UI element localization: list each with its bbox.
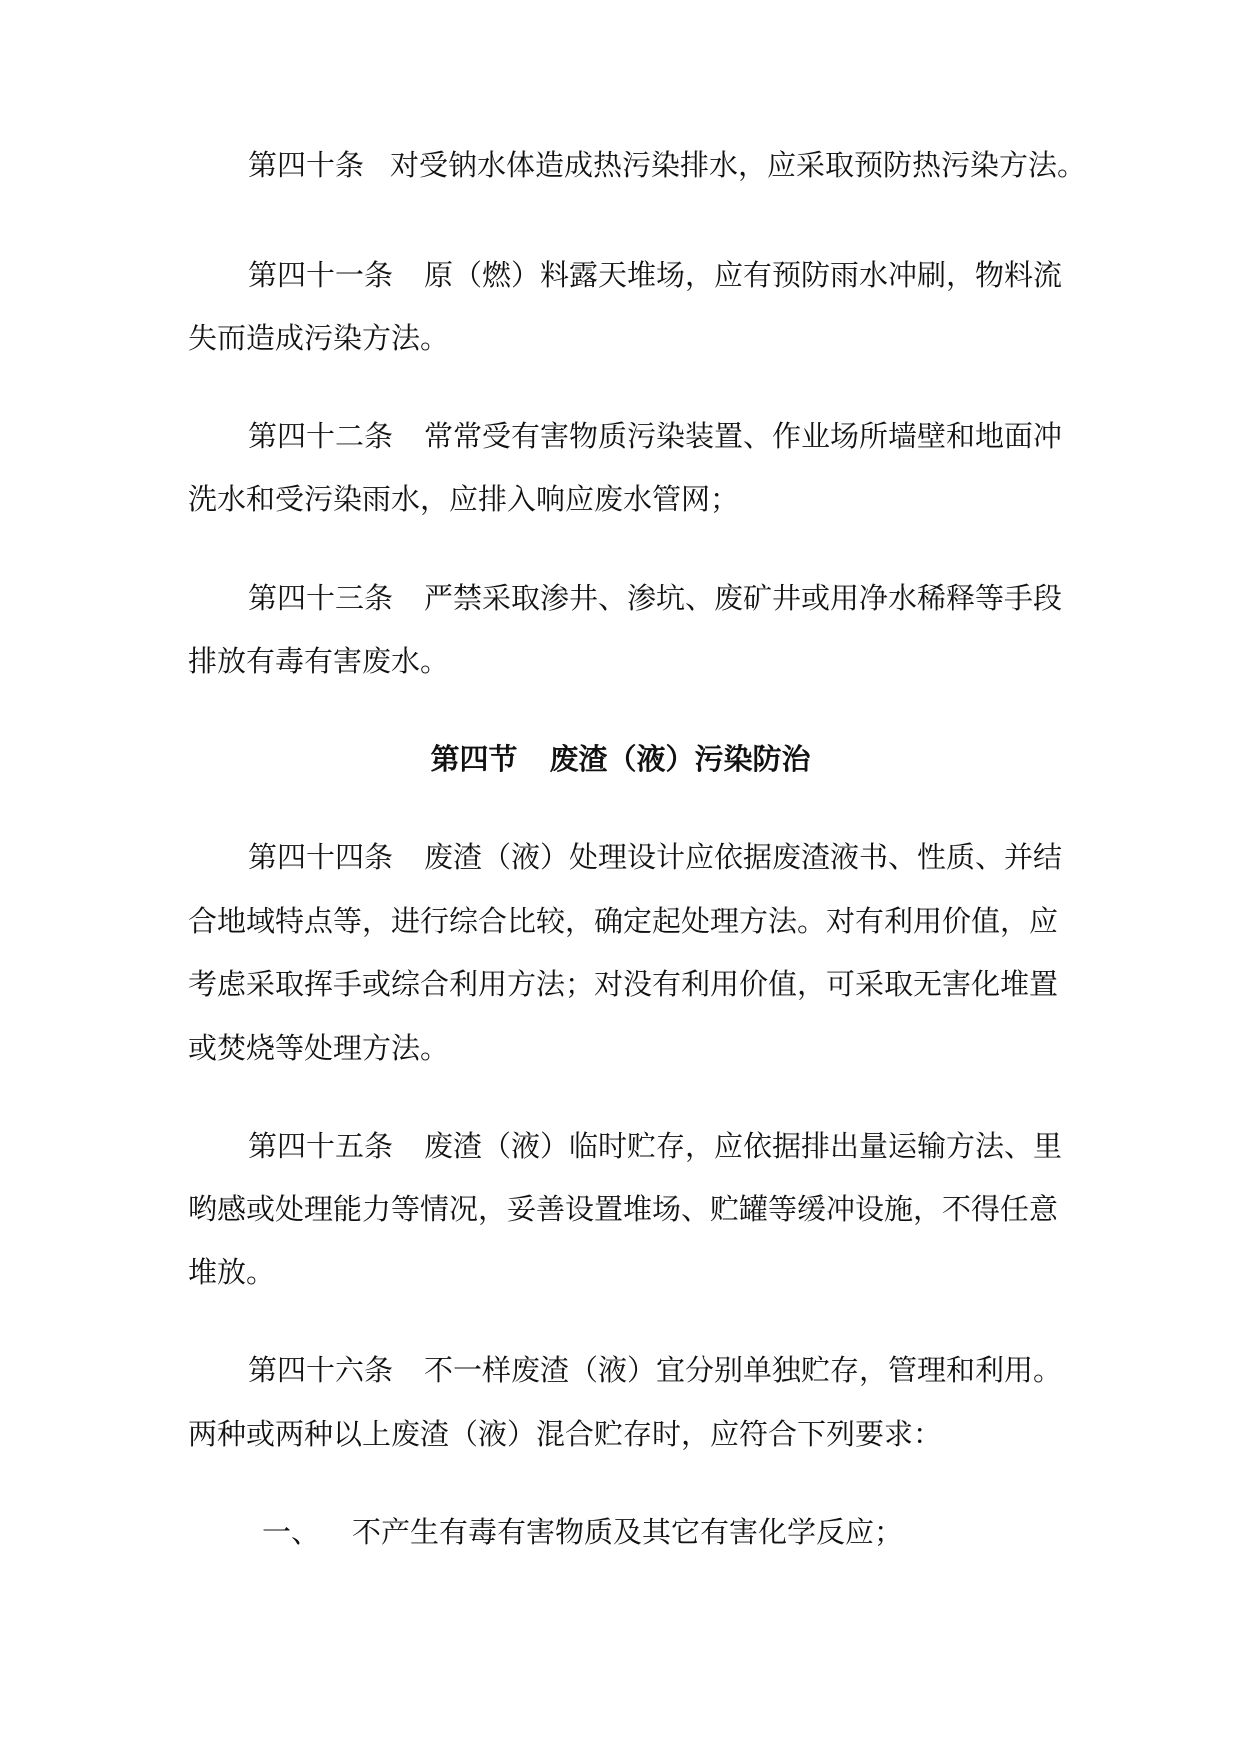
article-43-line-2 — [188, 641, 1241, 681]
list-item-number: 一、 — [262, 1515, 321, 1549]
article-40-line-1 — [248, 145, 1241, 185]
article-text: 废渣（液）临时贮存，应依据排出量运输方法、里 — [424, 1129, 1063, 1163]
article-number: 第四十三条 — [248, 581, 394, 615]
article-text: 考虑采取挥手或综合利用方法；对没有利用价值，可采取无害化堆置 — [188, 967, 1059, 1001]
article-text: 哟感或处理能力等情况，妥善设置堆场、贮罐等缓冲设施，不得任意 — [188, 1192, 1059, 1226]
article-text: 不一样废渣（液）宜分别单独贮存，管理和利用。 — [424, 1353, 1063, 1387]
article-43-line-1 — [248, 578, 1241, 618]
section-number: 第四节 — [430, 742, 518, 776]
article-text: 常常受有害物质污染装置、作业场所墙壁和地面冲 — [424, 419, 1063, 453]
article-41-line-1 — [248, 255, 1241, 295]
article-number: 第四十四条 — [248, 840, 394, 874]
list-item-text: 不产生有毒有害物质及其它有害化学反应； — [352, 1515, 904, 1549]
article-44-line-4 — [188, 1028, 1241, 1068]
article-text: 堆放。 — [188, 1255, 276, 1289]
article-text: 失而造成污染方法。 — [188, 321, 450, 355]
article-number: 第四十六条 — [248, 1353, 394, 1387]
article-number: 第四十条 — [248, 148, 365, 182]
article-42-line-2 — [188, 479, 1241, 519]
article-text: 洗水和受污染雨水，应排入响应废水管网； — [188, 482, 740, 516]
article-42-line-1 — [248, 416, 1241, 456]
article-text: 原（燃）料露天堆场，应有预防雨水冲刷，物料流 — [424, 258, 1063, 292]
article-number: 第四十二条 — [248, 419, 394, 453]
section-heading — [0, 739, 1241, 779]
article-46-line-1 — [248, 1350, 1241, 1390]
article-text: 对受钠水体造成热污染排水，应采取预防热污染方法。 — [390, 148, 1087, 182]
article-text: 严禁采取渗井、渗坑、废矿井或用净水稀释等手段 — [424, 581, 1063, 615]
article-text: 或焚烧等处理方法。 — [188, 1031, 450, 1065]
article-text: 两种或两种以上废渣（液）混合贮存时，应符合下列要求： — [188, 1417, 943, 1451]
article-44-line-1 — [248, 837, 1241, 877]
list-item — [262, 1512, 1241, 1552]
article-text: 排放有毒有害废水。 — [188, 644, 450, 678]
article-41-line-2 — [188, 318, 1241, 358]
article-44-line-2 — [188, 901, 1241, 941]
article-text: 废渣（液）处理设计应依据废渣液书、性质、并结 — [424, 840, 1063, 874]
article-45-line-1 — [248, 1126, 1241, 1166]
article-44-line-3 — [188, 964, 1241, 1004]
article-45-line-2 — [188, 1189, 1241, 1229]
article-number: 第四十五条 — [248, 1129, 394, 1163]
article-number: 第四十一条 — [248, 258, 394, 292]
section-title: 废渣（液）污染防治 — [549, 742, 811, 776]
article-text: 合地域特点等，进行综合比较，确定起处理方法。对有利用价值，应 — [188, 904, 1059, 938]
article-46-line-2 — [188, 1414, 1241, 1454]
article-45-line-3 — [188, 1252, 1241, 1292]
